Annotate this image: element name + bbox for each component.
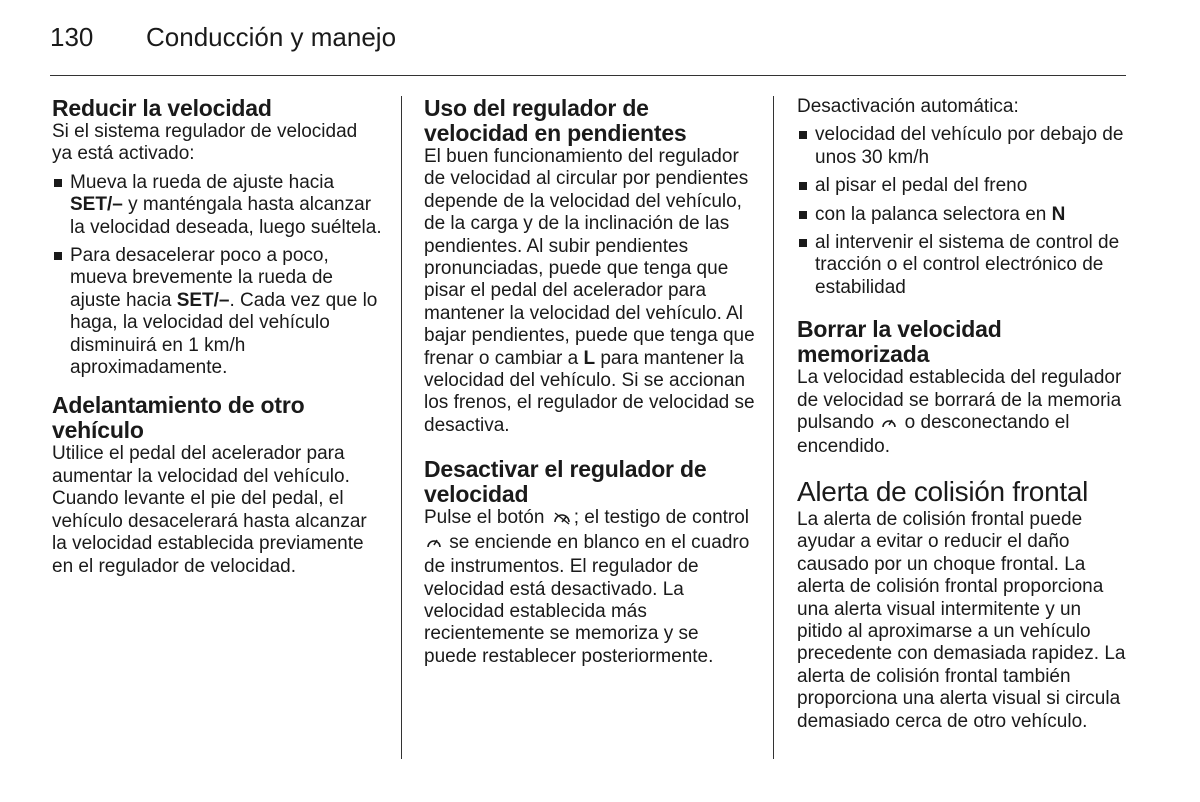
list-item: velocidad del vehículo por debajo de unos 30 km/h	[797, 124, 1129, 169]
list-item: al pisar el pedal del freno	[797, 175, 1129, 197]
page-title: Conducción y manejo	[146, 22, 397, 52]
cruise-control-icon	[426, 534, 442, 556]
section-intro: Si el sistema regulador de velocidad ya está activado:	[52, 121, 358, 165]
page-header	[50, 22, 396, 58]
cruise-control-off-icon	[552, 509, 572, 531]
section-heading-borrar: Borrar la velocidad memorizada	[797, 316, 1002, 368]
section-intro: Desactivación automática:	[797, 96, 1019, 117]
bullet-list	[797, 124, 1129, 299]
section-body: La alerta de colisión frontal puede ayudar a evitar o reducir el daño causado por un choque frontal. La alerta de colisión frontal proporciona una alerta visual intermitente y un pitido al aproximarse a un vehículo precedente con demasiada rapidez. La alerta de colisión frontal también proporciona una alerta visual si circula demasiado cerca de otro vehículo.	[797, 508, 1126, 732]
section-heading-adelantamiento: Adelantamiento de otro vehículo	[52, 392, 305, 444]
list-item: al intervenir el sistema de control de tracción o el control electrónico de estabilidad	[797, 232, 1129, 299]
section-body: Utilice el pedal del acelerador para aumentar la velocidad del vehículo. Cuando levante el pie del pedal, el vehículo desacelerará hasta alcanzar la velocidad establecida previamente en el regulador de velocidad.	[52, 443, 367, 577]
key-label: SET/–	[176, 289, 230, 311]
column-3	[797, 96, 1129, 733]
section-heading-desactivar: Desactivar el regulador de velocidad	[424, 456, 707, 508]
column-divider-1	[401, 96, 402, 759]
column-divider-2	[773, 96, 774, 759]
section-heading-pendientes: Uso del regulador de velocidad en pendientes	[424, 95, 687, 146]
section-body: La velocidad establecida del regulador de velocidad se borrará de la memoria pulsando o desconectando el encendido.	[797, 367, 1122, 458]
section-heading-reducir: Reducir la velocidad	[52, 95, 272, 121]
header-rule	[50, 75, 1126, 76]
key-label: N	[1051, 203, 1066, 225]
list-item: Mueva la rueda de ajuste hacia SET/– y manténgala hasta alcanzar la velocidad deseada, luego suéltela.	[52, 172, 382, 239]
bullet-list	[52, 172, 382, 380]
column-1	[52, 96, 382, 578]
page-number: 130	[50, 22, 94, 52]
cruise-control-icon	[881, 414, 897, 436]
list-item: con la palanca selectora en N	[797, 204, 1129, 226]
section-body: Pulse el botón ; el testigo de control se enciende en blanco en el cuadro de instrumentos. El regulador de velocidad está desactivado. La velocidad establecida más recientemente se memoriza y se puede restablecer posteriormente.	[424, 507, 750, 667]
section-body: El buen funcionamiento del regulador de velocidad al circular por pendientes depende de la velocidad del vehículo, de la carga y de la inclinación de las pendientes. Al subir pendientes pronunciadas, puede que tenga que pisar el pedal del acelerador para mantener la velocidad del vehículo. Al bajar pendientes, puede que tenga que frenar o cambiar a L para mantener la velocidad del vehículo. Si se accionan los frenos, el regulador de velocidad se desactiva.	[424, 146, 755, 436]
column-2	[424, 96, 756, 668]
key-label: SET/–	[70, 194, 123, 216]
key-label: L	[583, 347, 596, 369]
list-item: Para desacelerar poco a poco, mueva brevemente la rueda de ajuste hacia SET/–. Cada vez que lo haga, la velocidad del vehículo disminuirá en 1 km/h aproximadamente.	[52, 245, 382, 379]
section-heading-alerta: Alerta de colisión frontal	[797, 475, 1089, 507]
